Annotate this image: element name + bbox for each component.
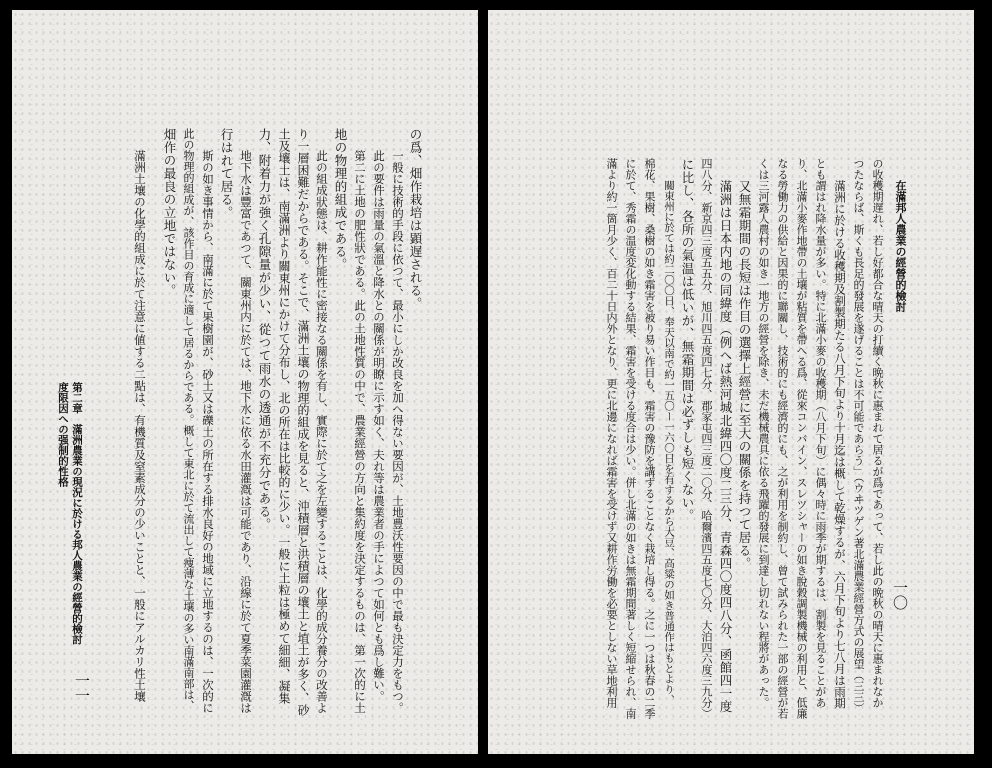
text-line: 土及壤土は、南滿洲より關東州にかけて分布し、北の所在は比較的に少い。一般に土粒は極めて細細、凝集 — [277, 128, 291, 704]
text-line: り、北滿小麥作地帶の土壤が粘質を帶へる爲、從來コンバイン、スレツシャーの如き脫穀調製機械の利用と、低廉 — [795, 158, 808, 719]
text-line: 地下水は豐富であつて、關東州内に於ては、地下水に依る水田灌漑は可能であり、沿線に於て夏季菜園灌漑は — [239, 150, 253, 714]
text-line: 地の物理的組成である。 — [333, 128, 348, 271]
text-line: 斯の如き事情から、南滿に於て果樹園が、砂土又は礫土の所在する排水良好の地域に立地するのは、一次的に — [201, 150, 215, 714]
text-line: 畑作の最良の立地ではない。 — [162, 128, 177, 297]
text-line: 滿より約一箇月少く、百二十日内外となり、更に北邊になれば霜害を受けず又耕作労働を必要としない草地利用 — [605, 158, 618, 708]
text-line: 此の組成狀態は、耕作能性に密接なる關係を有し、實際に於て之を左變することは、化學的成分養分の改善よ — [315, 150, 329, 714]
running-head: 在滿邦人農業の經營的檢討 — [894, 180, 907, 312]
text-line: 棉花、果樹、桑樹の如き霜害を被り易い作目も、霜害の豫防を講ずることなく栽培し得る。之に一つは秋春の二季 — [643, 158, 656, 719]
text-line: 四八分、新京四三度五五分、旭川四五度四七分、郡家屯四三度二〇分、哈爾濱四五度七〇分、大泊四六度三九分） — [700, 158, 713, 719]
text-line: 關東州に於ては約二〇〇日、奉天以南で約一五〇ー一六〇日を有するから大豆、高粱の如き普通作はもとより、 — [663, 180, 675, 705]
book-gutter — [478, 0, 488, 768]
text-line: に比し、各所の氣温は低いが、無霜期間は必ずしも短くない。 — [680, 158, 695, 522]
page-number: 一一 — [73, 673, 91, 703]
chapter-heading: 第二章 滿洲農業の現況に於ける邦人農業の經營的檢討 — [71, 382, 83, 645]
text-line: つたならば、斯くも長足的發展を遂げることは不可能であらう」（ウヰツゲン著北滿農業經營方式の展望（三三） — [852, 158, 865, 714]
text-line: の收穫期遅れ、若し好都合な晴天の打續く晩秋に惠まれて居るが爲であって、若し此の晩秋の晴天に惠まれなか — [871, 158, 884, 708]
text-line: り一層困難だからである。そこで、滿洲土壤の物理的組成を見ると、沖積層と洪積層の壤土と埴土が多く、砂 — [296, 128, 310, 716]
page-number: 一〇 — [891, 580, 909, 610]
text-line: 此の要件は雨量の氣溫と降水との關係が明瞭に示す如く、夫れ等は農業者の手によつて如何とも爲し難い。 — [372, 150, 386, 702]
text-line: に於て、秀霜の温度変化動する結果、霜害を受ける度合は少い。併し北滿の如きは無霜期間著しく短縮せられ、南 — [624, 158, 637, 719]
left-page — [12, 10, 478, 754]
text-line: 又無霜期間の長短は作目の選擇上經營に至大の關係を持つて居る。 — [737, 180, 752, 570]
text-line: の爲、畑作栽培は顕遅される。 — [408, 128, 423, 310]
text-line: 第二に土地の肥性狀である。此の土地性質の中で、農業經營の方向と集約度を決定するものは、第一次的に土 — [353, 150, 367, 714]
text-line: 滿洲に於ける收穫期及割製期たる八月下旬より十月迄は概して乾燥するが、六月下旬より七八月は雨期 — [833, 180, 847, 709]
text-line: 行はれて居る。 — [219, 128, 234, 219]
text-line: くは三河露人農村の如き一地方の經營を除き、未だ機械農具に依る飛躍的發展に到達し切れない程將があった。 — [757, 158, 770, 708]
text-line: 滿洲は日本内地の同緯度（例へば熱河城北緯四〇度二三分、青森四〇度四八分、函館四一度 — [718, 180, 733, 713]
text-line: 滿洲土壤の化學的組成に於て注意に値する二點は、有機質及窒素成分の少いことと、一般にアルカリ性土壤 — [133, 150, 147, 702]
text-line: なる勞働力の供給と因果的に聯關し、技術的にも經濟的にも、之が利用を制約し、曾て試みられた一部の經營が若 — [776, 158, 789, 719]
text-line: とも謂はれ降水量が多い。特に北滿小麥の收穫期（八月下旬）に偶々時に雨季が期するは、割製を見ることがあ — [814, 158, 827, 708]
text-line: 力、附着力が強く孔隙量が少い、從つて雨水の透通が不充分である。 — [257, 128, 272, 531]
text-line: 此の物理的組成が、該作目の育成に適して居るからである。概して東北に於て流出して痩薄な土壤の多い南滿南部は、 — [182, 128, 195, 711]
right-page — [488, 10, 974, 754]
chapter-subheading: 度限因への强制的性格 — [57, 382, 69, 487]
text-line: 一般に技術的手段に依つて、最小にしか改良を加へ得ない要因が、土地豊沃性要因の中で最も決定力をもつ。 — [391, 150, 405, 714]
